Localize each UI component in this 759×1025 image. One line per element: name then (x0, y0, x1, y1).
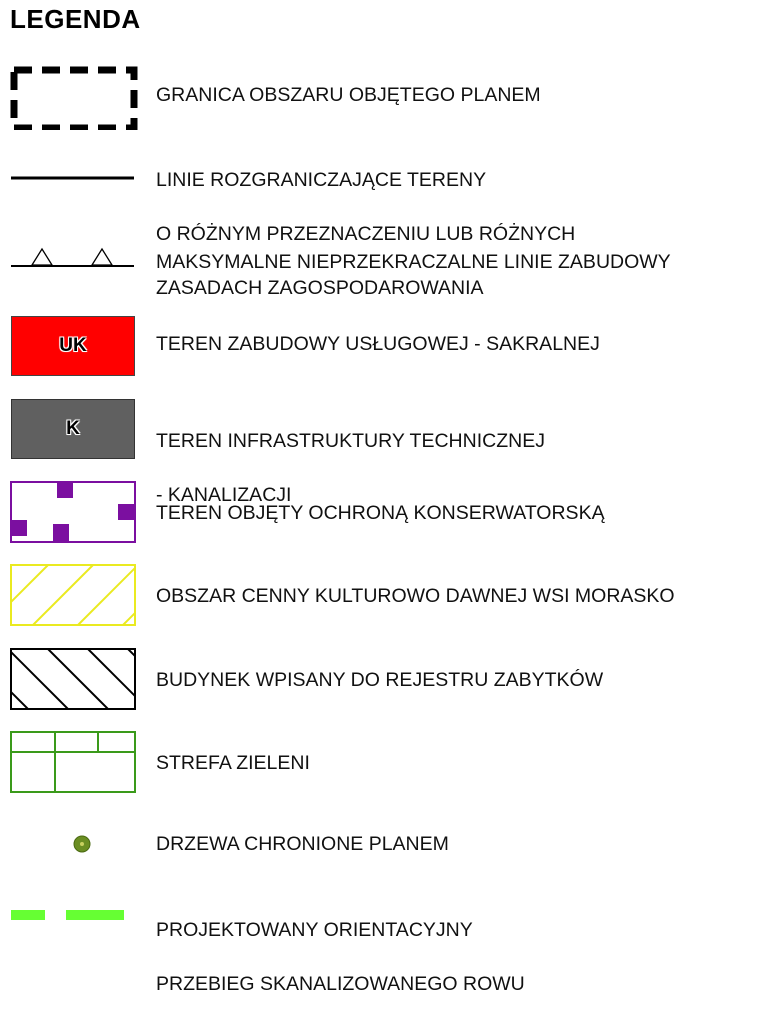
legend-item-building-lines (0, 240, 759, 284)
legend-item-green (0, 730, 759, 796)
legend-label-ditch: PROJEKTOWANY ORIENTACYJNY PRZEBIEG SKANALIZOWANEGO ROWU (156, 919, 525, 995)
legend-item-ditch (0, 890, 759, 995)
legend-item-uk (0, 314, 759, 378)
monument-black-hatch-symbol (8, 647, 138, 711)
uk-red-area-symbol (11, 316, 135, 376)
legend-item-boundary (0, 60, 759, 132)
legend-label-green: STREFA ZIELENI (156, 752, 310, 774)
legend-label-cultural: OBSZAR CENNY KULTUROWO DAWNEJ WSI MORASKO (156, 585, 675, 607)
k-gray-area-symbol (11, 399, 135, 459)
k-code-label: K (66, 418, 80, 439)
solid-line-symbol (8, 174, 138, 182)
legend-item-k (0, 397, 759, 506)
boundary-dashed-rect-symbol (8, 64, 138, 130)
ditch-green-dash-symbol (8, 908, 138, 922)
legend-item-cultural (0, 563, 759, 629)
protected-tree-dot-symbol (8, 832, 138, 856)
building-line-triangles-symbol (8, 242, 138, 272)
legend-label-uk: TEREN ZABUDOWY USŁUGOWEJ - SAKRALNEJ (156, 333, 600, 355)
legend-label-building-lines: MAKSYMALNE NIEPRZEKRACZALNE LINIE ZABUDOWY (156, 251, 671, 273)
legend-label-monument: BUDYNEK WPISANY DO REJESTRU ZABYTKÓW (156, 669, 604, 691)
legend-item-monument (0, 647, 759, 713)
legend-label-dividing-lines: LINIE ROZGRANICZAJĄCE TERENY O RÓŻNYM PRZEZNACZENIU LUB RÓŻNYCH ZASADACH ZAGOSPODAROWANIA (156, 169, 576, 299)
legend-label-conservation: TEREN OBJĘTY OCHRONĄ KONSERWATORSKĄ (156, 502, 605, 524)
uk-code-label: UK (59, 335, 87, 356)
green-zone-grid-symbol (8, 730, 138, 794)
legend-item-conservation (0, 480, 759, 546)
cultural-yellow-hatch-symbol (8, 563, 138, 627)
legend-label-boundary: GRANICA OBSZARU OBJĘTEGO PLANEM (156, 84, 541, 106)
legend-label-k: TEREN INFRASTRUKTURY TECHNICZNEJ - KANALIZACJI (156, 430, 545, 506)
legend-title: LEGENDA (10, 4, 141, 34)
conservation-purple-squares-symbol (8, 480, 138, 544)
legend-label-trees: DRZEWA CHRONIONE PLANEM (156, 833, 449, 855)
legend-item-trees (0, 828, 759, 868)
